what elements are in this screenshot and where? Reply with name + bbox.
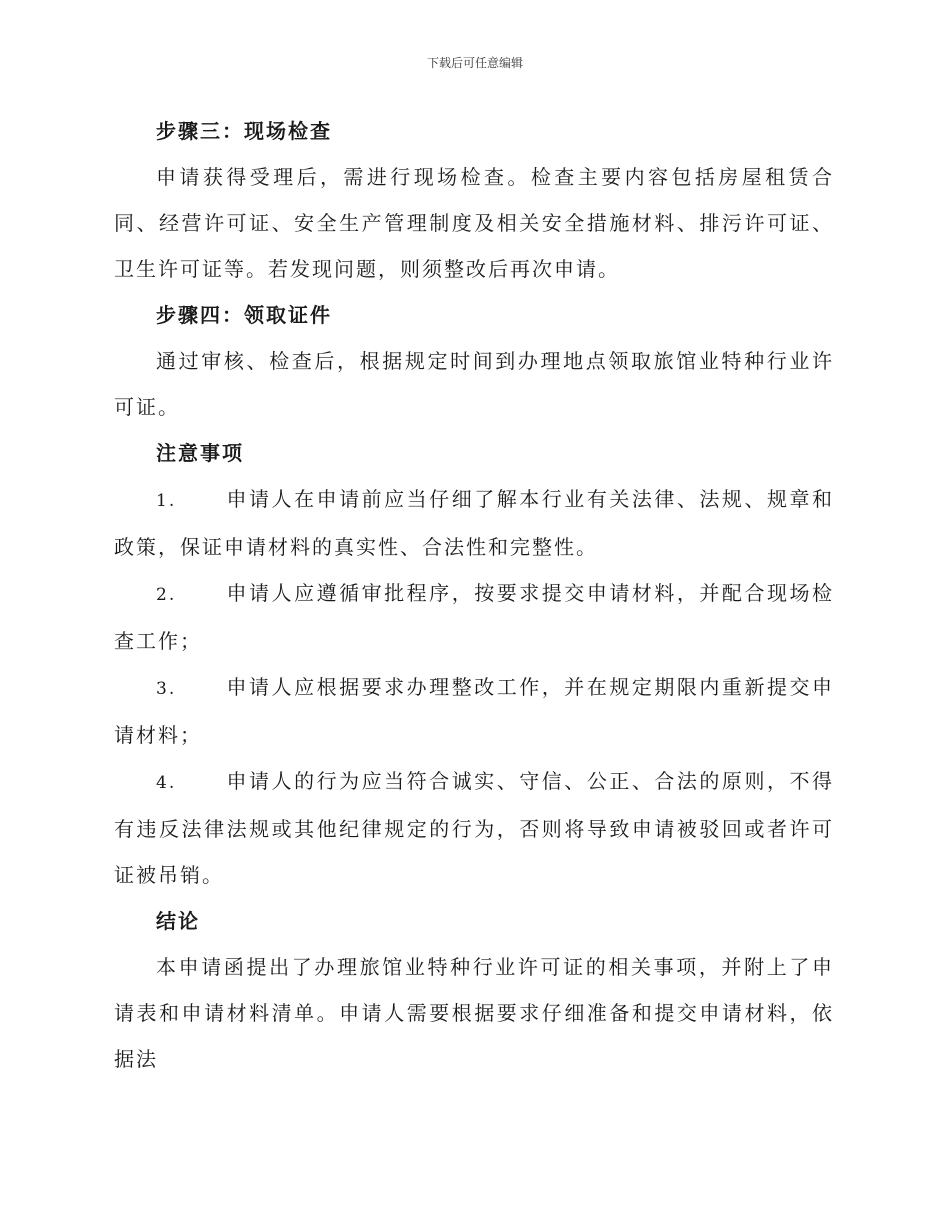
note-text: 申请人的行为应当符合诚实、守信、公正、合法的原则，不得有违反法律法规或其他纪律规定的行为，否则将导致申请被驳回或者许可证被吊销。 <box>114 769 834 887</box>
note-item-4 <box>114 758 834 898</box>
conclusion-heading: 结论 <box>156 909 200 933</box>
step3-heading: 步骤三：现场检查 <box>156 119 332 143</box>
note-number: 3. <box>156 679 177 699</box>
step3-paragraph: 申请获得受理后，需进行现场检查。检查主要内容包括房屋租赁合同、经营许可证、安全生产管理制度及相关安全措施材料、排污许可证、卫生许可证等。若发现问题，则须整改后再次申请。 <box>114 165 834 281</box>
notes-heading: 注意事项 <box>156 441 244 465</box>
note-text: 申请人应遵循审批程序，按要求提交申请材料，并配合现场检查工作； <box>114 581 834 653</box>
step4-heading: 步骤四：领取证件 <box>156 303 332 327</box>
note-item-2 <box>114 570 834 664</box>
note-number: 2. <box>156 585 177 605</box>
note-text: 申请人应根据要求办理整改工作，并在规定期限内重新提交申请材料； <box>114 675 834 747</box>
document-body <box>114 108 834 1082</box>
page-header: 下载后可任意编辑 <box>426 56 523 70</box>
note-item-1 <box>114 476 834 570</box>
note-item-3 <box>114 664 834 758</box>
conclusion-paragraph: 本申请函提出了办理旅馆业特种行业许可证的相关事项，并附上了申请表和申请材料清单。申请人需要根据要求仔细准备和提交申请材料，依据法 <box>114 955 834 1071</box>
note-number: 1. <box>156 491 177 511</box>
step4-paragraph: 通过审核、检查后，根据规定时间到办理地点领取旅馆业特种行业许可证。 <box>114 349 834 419</box>
note-number: 4. <box>156 773 177 793</box>
note-text: 申请人在申请前应当仔细了解本行业有关法律、法规、规章和政策，保证申请材料的真实性、合法性和完整性。 <box>114 487 834 559</box>
